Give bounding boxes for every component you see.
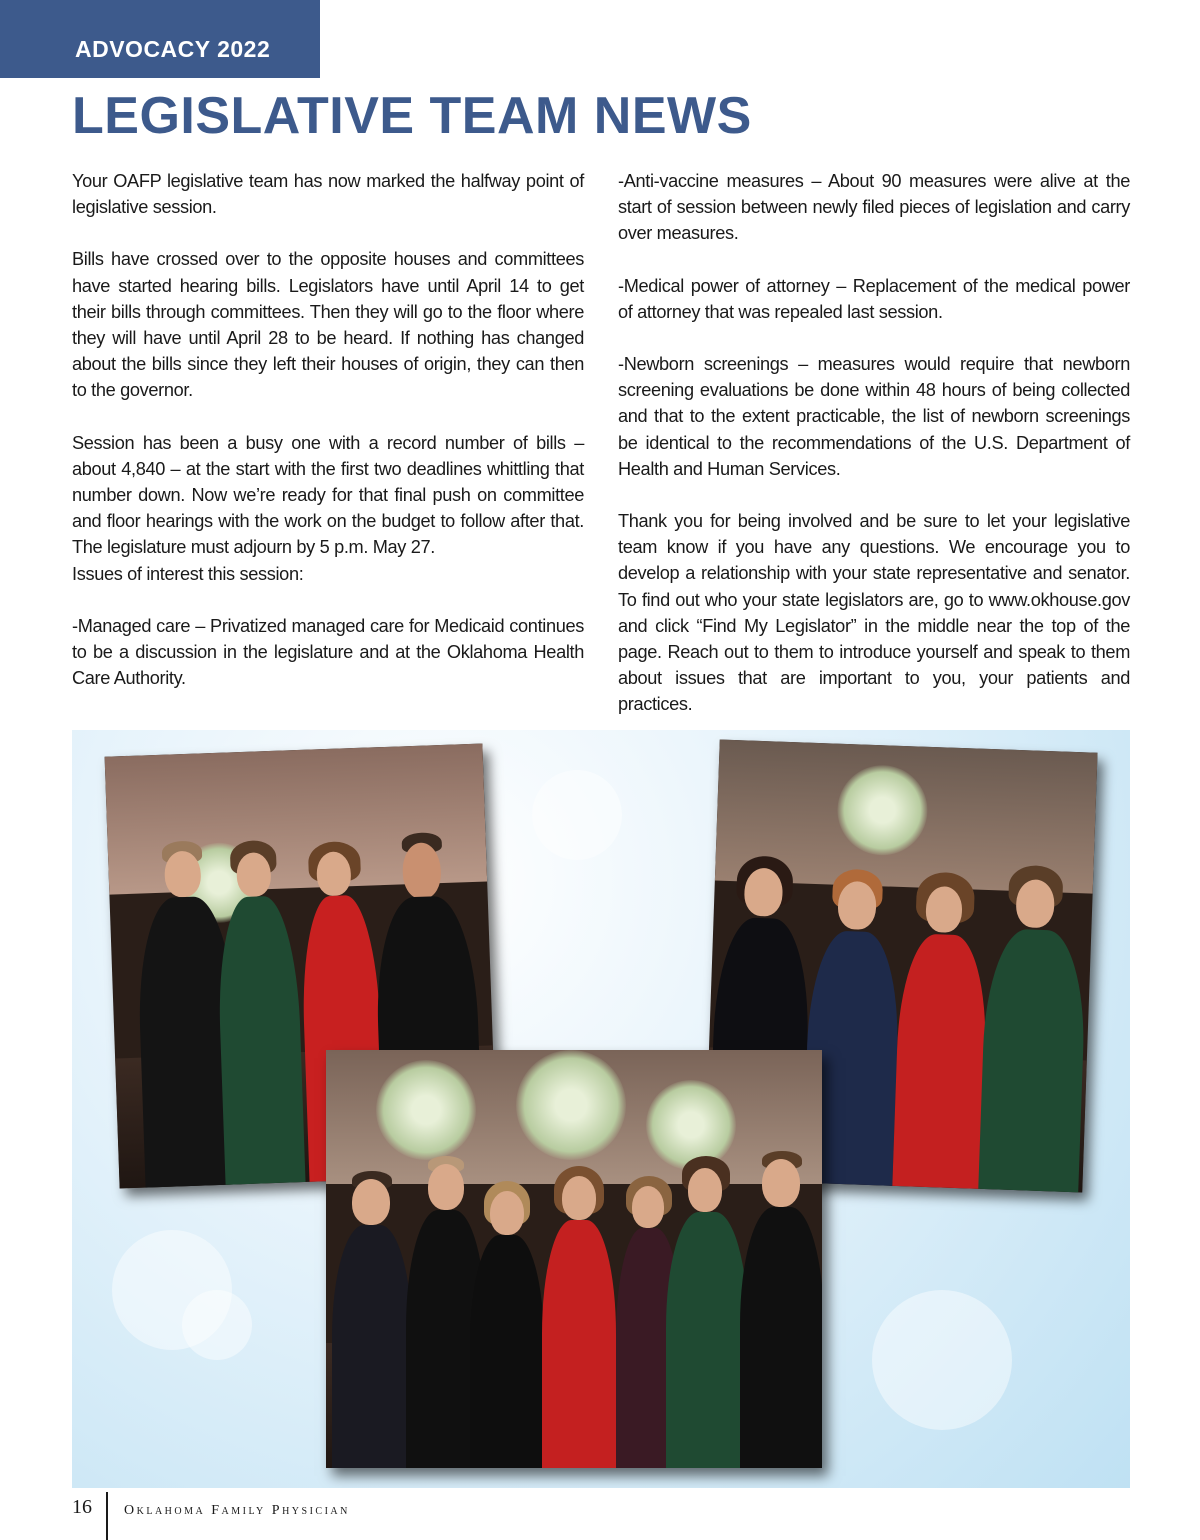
publication-name: Oklahoma Family Physician [124,1503,350,1518]
paragraph-halfway: Your OAFP legislative team has now marked the halfway point of legislative session. [72,171,584,218]
paragraph-anti-vaccine: -Anti-vaccine measures – About 90 measures were alive at the start of session between newly filed pieces of legislation and carry over measures. [618,171,1130,244]
footer-divider [106,1492,108,1540]
event-photo-group-of-seven [326,1050,822,1468]
photo-collage-panel [72,730,1130,1488]
paragraph-managed-care: -Managed care – Privatized managed care for Medicaid continues to be a discussion in the legislature and at the Oklahoma Health Care Authority. [72,615,584,689]
paragraph-newborn-screenings: -Newborn screenings – measures would require that newborn screening evaluations be done within 48 hours of being collected and that to the extent practicable, the list of newborn screenings be identical to the recommendations of the U.S. Department of Health and Human Services. [618,354,1130,479]
paragraph-medical-poa: -Medical power of attorney – Replacement of the medical power of attorney that was repealed last session. [618,275,1130,322]
page-number: 16 [72,1496,92,1518]
paragraph-thank-you: Thank you for being involved and be sure to let your legislative team know if you have any questions. We encourage you to develop a relationship with your state representative and senator. To find out who your state legislators are, go to www.okhouse.gov and click “Find My Legislator” in the middle near the top of the page. Reach out to them to introduce yourself and speak to them about issues that are important to you, your patients and practices. [618,511,1130,715]
paragraph-bills-crossed: Bills have crossed over to the opposite houses and committees have started hearing bills. Legislators have until April 14 to get their bills through committees. Then they will go to the floor where they will have until April 28 to be heard. If nothing has changed about the bills since they left their houses of origin, they can then to the governor. [72,249,584,401]
section-label: ADVOCACY 2022 [75,36,271,62]
right-column [618,168,1130,744]
section-tab [0,0,320,78]
paragraph-session-busy: Session has been a busy one with a record number of bills – about 4,840 – at the start with the first two deadlines whittling that number down. Now we’re ready for that final push on committee and floor hearings with the work on the budget to follow after that. The legislature must adjourn by 5 p.m. May 27. [72,432,584,558]
paragraph-issues-intro: Issues of interest this session: [72,563,304,584]
page-title: LEGISLATIVE TEAM NEWS [72,87,752,145]
left-column [72,168,584,717]
